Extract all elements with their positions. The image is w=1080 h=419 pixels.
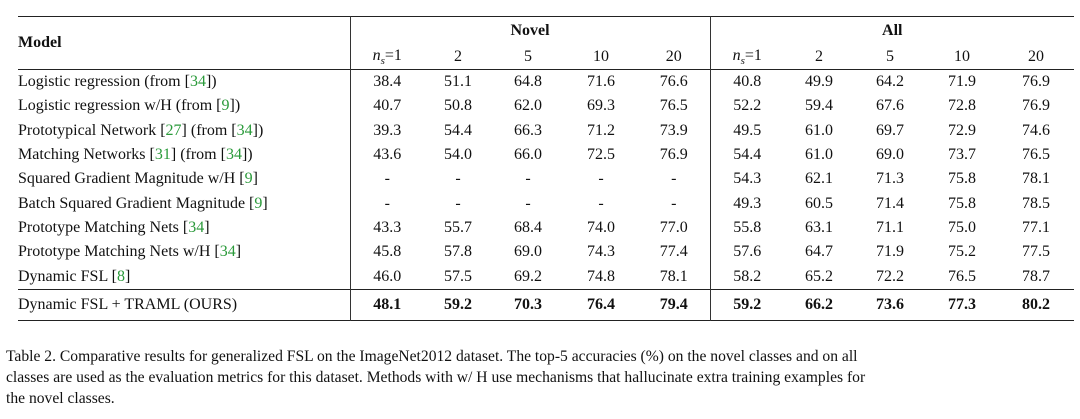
accuracy-cell: 61.0 — [805, 121, 833, 139]
citation-link[interactable]: 9 — [254, 194, 263, 212]
citation-link[interactable]: 34 — [225, 146, 242, 164]
accuracy-cell: 71.4 — [876, 194, 904, 212]
accuracy-cell: 72.8 — [948, 97, 976, 115]
accuracy-cell: 69.2 — [514, 267, 542, 285]
accuracy-cell: 78.1 — [1022, 170, 1050, 188]
citation-link[interactable]: 34 — [219, 243, 236, 261]
shot-header: 5 — [886, 48, 894, 65]
accuracy-cell: 69.0 — [514, 243, 542, 261]
citation-link[interactable]: 31 — [154, 146, 171, 164]
accuracy-cell: 63.1 — [805, 218, 833, 236]
accuracy-cell: 77.3 — [948, 295, 976, 313]
accuracy-cell: 76.4 — [587, 295, 615, 313]
accuracy-cell: 72.2 — [876, 267, 904, 285]
accuracy-cell: 66.3 — [514, 121, 542, 139]
accuracy-cell: 54.3 — [733, 170, 762, 188]
shot-header: 5 — [524, 48, 532, 65]
method-name: Matching Networks [31] (from [34]) — [18, 143, 350, 167]
accuracy-cell: 49.3 — [733, 194, 762, 212]
accuracy-cell: - — [384, 170, 390, 188]
accuracy-cell: 71.9 — [876, 243, 904, 261]
method-name: Logistic regression w/H (from [9]) — [18, 94, 350, 118]
table-row — [18, 191, 1074, 215]
accuracy-cell: 75.0 — [948, 218, 976, 236]
method-name: Batch Squared Gradient Magnitude [9] — [18, 191, 350, 215]
accuracy-cell: 77.1 — [1022, 218, 1050, 236]
accuracy-cell: 72.5 — [587, 146, 615, 164]
accuracy-cell: 51.1 — [444, 73, 472, 91]
caption-line: Table 2. Comparative results for generalized FSL on the ImageNet2012 dataset. The top-5 accuracies (%) on the novel classes and on all — [6, 348, 858, 365]
novel-group-header: Novel — [350, 17, 710, 46]
citation-link[interactable]: 34 — [189, 73, 206, 91]
citation-link[interactable]: 27 — [165, 121, 182, 139]
accuracy-cell: 73.7 — [948, 146, 976, 164]
method-name: Prototypical Network [27] (from [34]) — [18, 119, 350, 143]
accuracy-cell: 55.8 — [733, 218, 762, 236]
shot-header: 2 — [454, 48, 462, 65]
accuracy-cell: 76.9 — [638, 143, 710, 167]
method-name: Dynamic FSL [8] — [18, 264, 350, 289]
ours-row — [18, 289, 1074, 320]
accuracy-cell: 64.7 — [805, 243, 833, 261]
accuracy-cell: 76.9 — [1022, 97, 1050, 115]
accuracy-cell: 77.5 — [1022, 243, 1050, 261]
accuracy-cell: 62.0 — [514, 97, 542, 115]
accuracy-cell: 55.7 — [444, 218, 472, 236]
shot-header: 10 — [593, 48, 609, 65]
table-row — [18, 143, 1074, 167]
accuracy-cell: 64.2 — [876, 73, 904, 91]
accuracy-cell: 46.0 — [373, 267, 402, 285]
accuracy-cell: - — [384, 194, 390, 212]
shot-header: $n_s=1$ — [372, 46, 402, 68]
accuracy-cell: 76.5 — [948, 267, 976, 285]
accuracy-cell: 78.1 — [638, 264, 710, 289]
accuracy-cell: 80.2 — [1022, 295, 1050, 313]
accuracy-cell: 75.8 — [948, 170, 976, 188]
accuracy-cell: 74.3 — [587, 243, 615, 261]
accuracy-cell: 65.2 — [805, 267, 833, 285]
accuracy-cell: 74.6 — [1022, 121, 1050, 139]
citation-link[interactable]: 34 — [236, 121, 253, 139]
accuracy-cell: 76.6 — [638, 70, 710, 95]
accuracy-cell: 54.4 — [733, 146, 762, 164]
accuracy-cell: 79.4 — [638, 289, 710, 320]
accuracy-cell: 76.9 — [1022, 73, 1050, 91]
accuracy-cell: 66.0 — [514, 146, 542, 164]
citation-link[interactable]: 8 — [116, 267, 125, 285]
accuracy-cell: 57.5 — [444, 267, 472, 285]
accuracy-cell: 71.3 — [876, 170, 904, 188]
accuracy-cell: 52.2 — [733, 97, 762, 115]
accuracy-cell: 78.5 — [1022, 194, 1050, 212]
accuracy-cell: 75.2 — [948, 243, 976, 261]
group-header-row — [18, 17, 1074, 46]
citation-link[interactable]: 34 — [188, 218, 205, 236]
table-row — [18, 216, 1074, 240]
accuracy-cell: - — [598, 194, 604, 212]
accuracy-cell: 43.6 — [373, 146, 402, 164]
table-row — [18, 264, 1074, 289]
accuracy-cell: 58.2 — [733, 267, 762, 285]
shot-header: 20 — [1028, 48, 1044, 65]
caption-line: classes are used as the evaluation metrics for this dataset. Methods with w/ H use mechanisms that hallucinate extra training examples for — [6, 369, 866, 386]
accuracy-cell: - — [525, 194, 531, 212]
accuracy-cell: - — [455, 194, 461, 212]
shot-header: 2 — [815, 48, 823, 65]
accuracy-cell: - — [455, 170, 461, 188]
accuracy-cell: - — [638, 191, 710, 215]
caption-line: the novel classes. — [6, 390, 115, 407]
accuracy-cell: 71.9 — [948, 73, 976, 91]
shot-header: 20 — [638, 45, 710, 70]
accuracy-cell: 73.9 — [638, 119, 710, 143]
model-column-header: Model — [18, 17, 350, 70]
accuracy-cell: 71.2 — [587, 121, 615, 139]
accuracy-cell: 67.6 — [876, 97, 904, 115]
accuracy-cell: 40.8 — [733, 73, 762, 91]
method-name: Squared Gradient Magnitude w/H [9] — [18, 167, 350, 191]
accuracy-cell: 59.4 — [805, 97, 833, 115]
accuracy-cell: 62.1 — [805, 170, 833, 188]
accuracy-cell: 45.8 — [373, 243, 402, 261]
accuracy-cell: 59.2 — [444, 295, 472, 313]
table-row — [18, 167, 1074, 191]
accuracy-cell: 39.3 — [373, 121, 402, 139]
table-row — [18, 94, 1074, 118]
accuracy-cell: 74.0 — [587, 218, 615, 236]
accuracy-cell: 71.1 — [876, 218, 904, 236]
table-caption — [6, 346, 1076, 409]
accuracy-cell: 69.7 — [876, 121, 904, 139]
method-name: Dynamic FSL + TRAML (OURS) — [18, 289, 350, 320]
accuracy-cell: 54.4 — [444, 121, 472, 139]
accuracy-cell: 77.0 — [638, 216, 710, 240]
accuracy-cell: 72.9 — [948, 121, 976, 139]
accuracy-cell: 75.8 — [948, 194, 976, 212]
citation-link[interactable]: 9 — [221, 97, 230, 115]
accuracy-cell: 40.7 — [373, 97, 402, 115]
accuracy-cell: 71.6 — [587, 73, 615, 91]
citation-link[interactable]: 9 — [244, 170, 253, 188]
accuracy-cell: 70.3 — [514, 295, 542, 313]
accuracy-cell: - — [525, 170, 531, 188]
accuracy-cell: 74.8 — [587, 267, 615, 285]
accuracy-cell: - — [638, 167, 710, 191]
accuracy-cell: 69.0 — [876, 146, 904, 164]
table-row — [18, 70, 1074, 95]
accuracy-cell: 64.8 — [514, 73, 542, 91]
accuracy-cell: 57.6 — [733, 243, 762, 261]
method-name: Prototype Matching Nets [34] — [18, 216, 350, 240]
shot-header: 10 — [954, 48, 970, 65]
all-group-header: All — [882, 22, 903, 39]
method-name: Logistic regression (from [34]) — [18, 70, 350, 95]
accuracy-cell: 76.5 — [638, 94, 710, 118]
accuracy-cell: 38.4 — [373, 73, 402, 91]
accuracy-cell: 59.2 — [733, 295, 762, 313]
accuracy-cell: 54.0 — [444, 146, 472, 164]
accuracy-cell: 57.8 — [444, 243, 472, 261]
accuracy-cell: 48.1 — [373, 295, 402, 313]
table-row — [18, 119, 1074, 143]
accuracy-cell: - — [598, 170, 604, 188]
accuracy-cell: 61.0 — [805, 146, 833, 164]
accuracy-cell: 73.6 — [876, 295, 904, 313]
accuracy-cell: 68.4 — [514, 218, 542, 236]
shot-header: $n_s=1$ — [732, 46, 762, 68]
accuracy-cell: 77.4 — [638, 240, 710, 264]
accuracy-cell: 49.5 — [733, 121, 762, 139]
accuracy-cell: 76.5 — [1022, 146, 1050, 164]
table-row — [18, 240, 1074, 264]
results-table — [18, 16, 1074, 321]
accuracy-cell: 69.3 — [587, 97, 615, 115]
accuracy-cell: 60.5 — [805, 194, 833, 212]
method-name: Prototype Matching Nets w/H [34] — [18, 240, 350, 264]
accuracy-cell: 49.9 — [805, 73, 833, 91]
accuracy-cell: 78.7 — [1022, 267, 1050, 285]
accuracy-cell: 43.3 — [373, 218, 402, 236]
accuracy-cell: 66.2 — [805, 295, 833, 313]
accuracy-cell: 50.8 — [444, 97, 472, 115]
